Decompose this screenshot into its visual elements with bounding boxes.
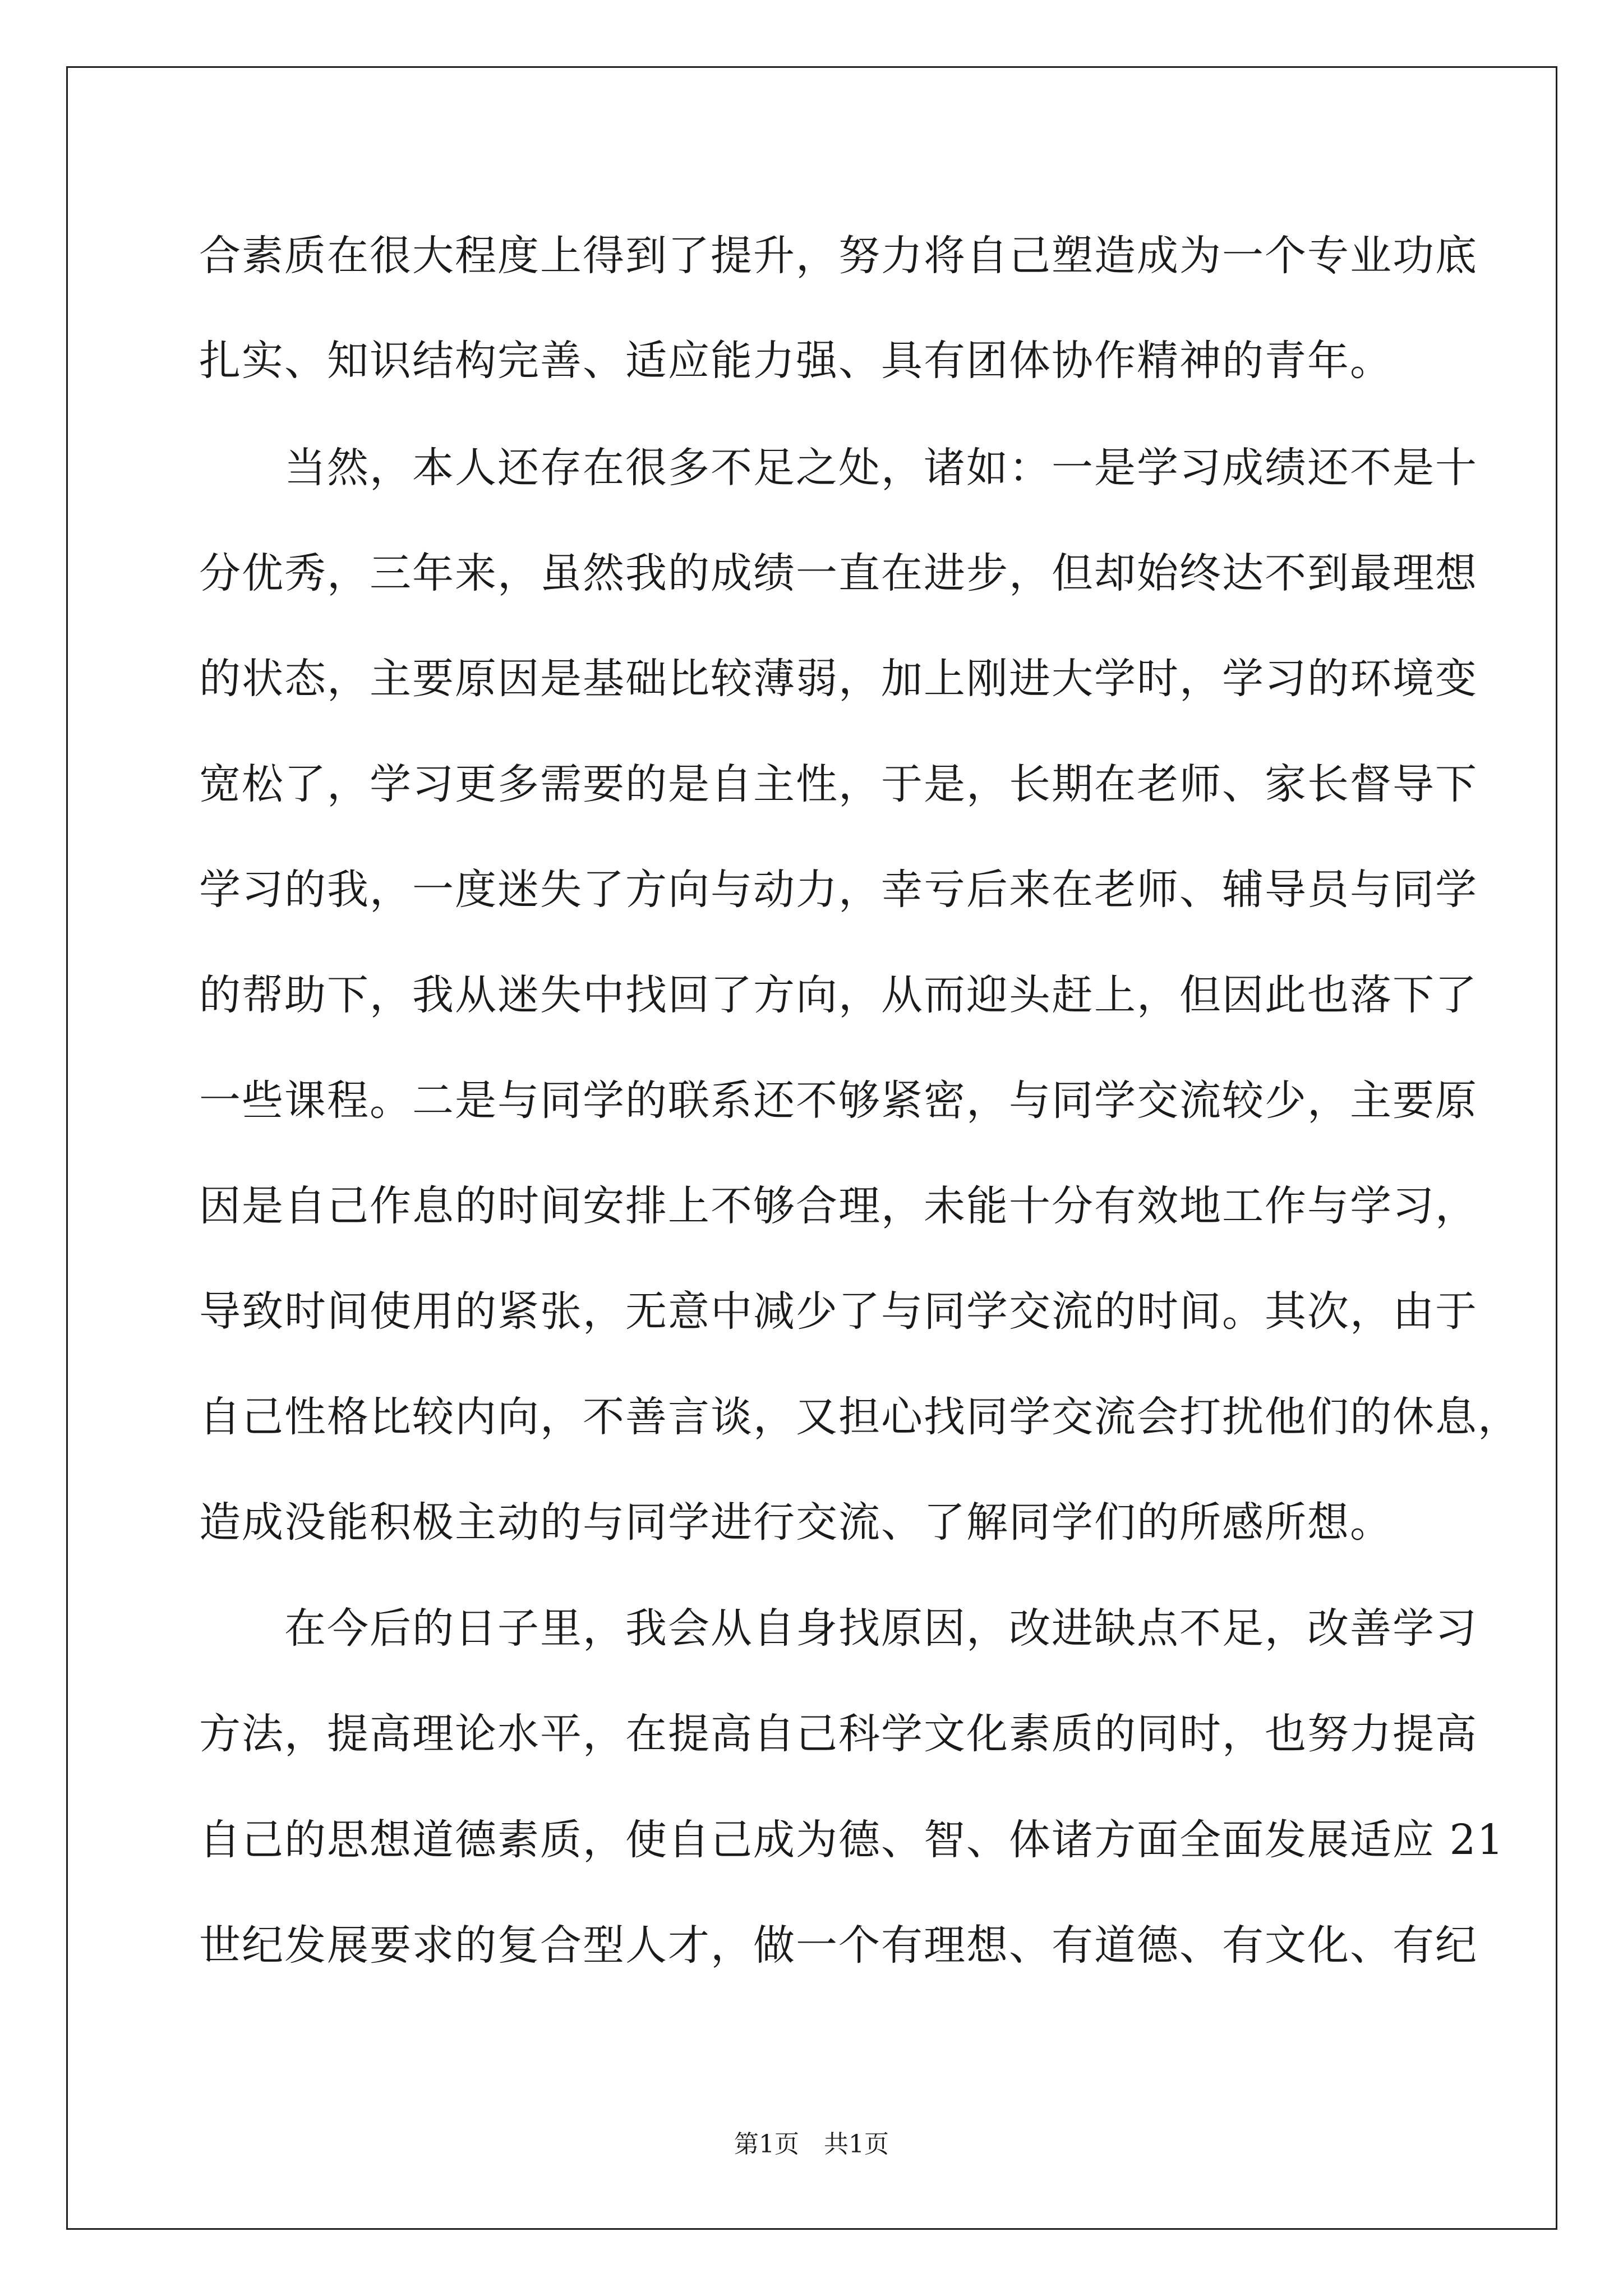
text-line-4: 分优秀，三年来，虽然我的成绩一直在进步，但却始终达不到最理想 (199, 549, 1478, 597)
page-border (66, 66, 1557, 2230)
text-line-15: 方法，提高理论水平，在提高自己科学文化素质的同时，也努力提高 (199, 1710, 1478, 1758)
text-line-2: 扎实、知识结构完善、适应能力强、具有团体协作精神的青年。 (199, 337, 1393, 385)
text-line-3: 当然，本人还存在很多不足之处，诸如：一是学习成绩还不是十 (199, 444, 1478, 492)
text-line-14: 在今后的日子里，我会从自身找原因，改进缺点不足，改善学习 (199, 1604, 1478, 1653)
text-line-16: 自己的思想道德素质，使自己成为德、智、体诸方面全面发展适应 21 (199, 1816, 1505, 1864)
page-footer: 第1页 共1页 (734, 2130, 889, 2159)
text-line-9: 一些课程。二是与同学的联系还不够紧密，与同学交流较少，主要原 (199, 1076, 1478, 1125)
text-line-8: 的帮助下，我从迷失中找回了方向，从而迎头赶上，但因此也落下了 (199, 971, 1478, 1019)
text-line-13: 造成没能积极主动的与同学进行交流、了解同学们的所感所想。 (199, 1498, 1393, 1547)
text-line-12: 自己性格比较内向，不善言谈，又担心找同学交流会打扰他们的休息， (199, 1393, 1520, 1441)
text-line-6: 宽松了，学习更多需要的是自主性，于是，长期在老师、家长督导下 (199, 760, 1478, 808)
text-line-5: 的状态，主要原因是基础比较薄弱，加上刚进大学时，学习的环境变 (199, 655, 1478, 703)
text-line-1: 合素质在很大程度上得到了提升，努力将自己塑造成为一个专业功底 (199, 232, 1478, 280)
text-line-7: 学习的我，一度迷失了方向与动力，幸亏后来在老师、辅导员与同学 (199, 866, 1478, 914)
text-line-11: 导致时间使用的紧张，无意中减少了与同学交流的时间。其次，由于 (199, 1287, 1478, 1336)
text-line-17: 世纪发展要求的复合型人才，做一个有理想、有道德、有文化、有纪 (199, 1921, 1478, 1970)
text-line-10: 因是自己作息的时间安排上不够合理，未能十分有效地工作与学习， (199, 1182, 1478, 1230)
